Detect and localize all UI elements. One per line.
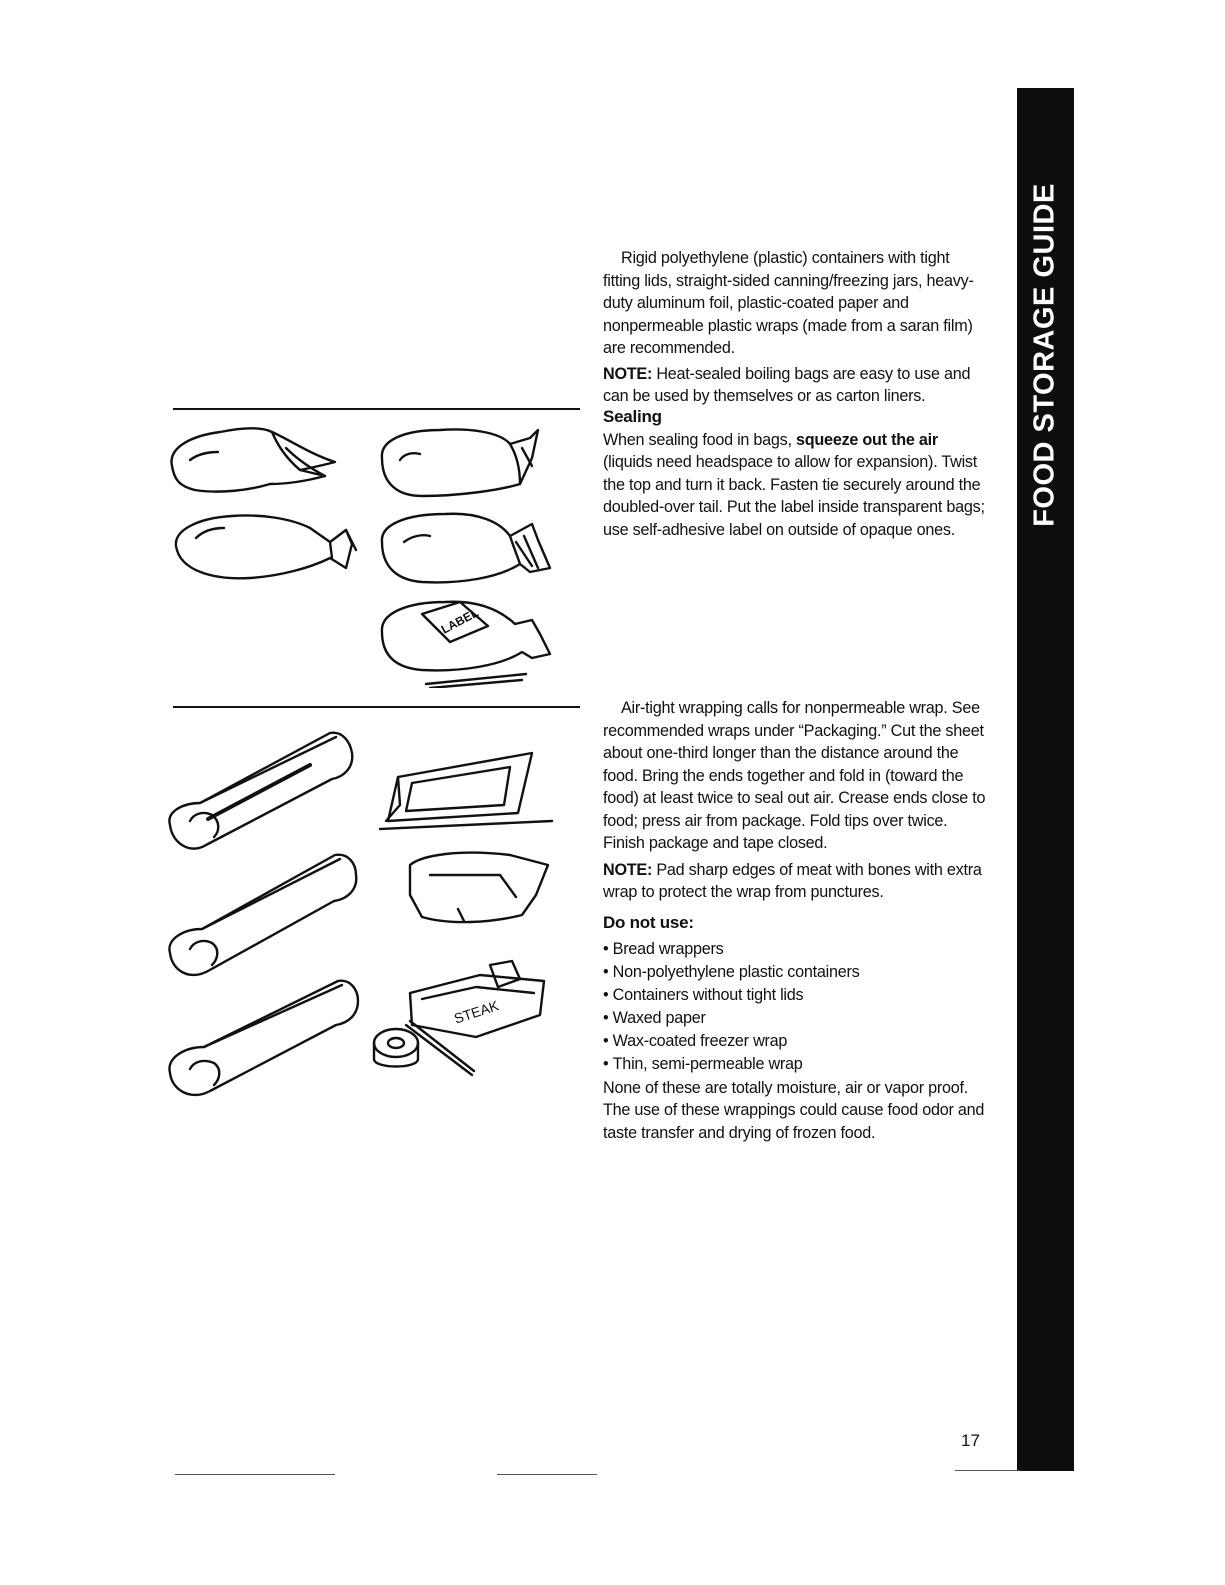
sealing-text-bold: squeeze out the air	[796, 430, 938, 449]
scan-artifact-line	[497, 1474, 597, 1475]
do-not-use-closing: None of these are totally moisture, air or vapor proof. The use of these wrappings could cause food odor and taste transfer and drying of frozen food.	[603, 1078, 985, 1142]
bag-label-text: LABEL	[438, 605, 481, 637]
divider-top	[173, 408, 580, 410]
scan-artifact-line	[955, 1470, 1020, 1471]
note-label: NOTE:	[603, 860, 653, 879]
packaging-note	[603, 363, 988, 408]
divider-middle	[173, 706, 580, 708]
do-not-use-list	[603, 938, 988, 1076]
sealing-section	[603, 406, 988, 541]
wrapping-illustration	[160, 725, 560, 1115]
sealing-heading: Sealing	[603, 407, 662, 426]
list-item: • Thin, semi-permeable wrap	[603, 1053, 988, 1076]
sealing-text-before: When sealing food in bags,	[603, 430, 797, 449]
packaging-section	[603, 247, 988, 408]
wrapping-paragraph: Air-tight wrapping calls for nonpermeable wrap. See recommended wraps under “Packaging.” Cut the sheet about one-third longer than the distance around the food. Bring the ends together and fold in (toward the food) at least twice to seal out air. Crease ends close to food; press air from package. Fold tips over twice. Finish package and tape closed.	[603, 699, 986, 852]
wrapping-note	[603, 859, 988, 904]
note-text: Pad sharp edges of meat with bones with extra wrap to protect the wrap from punctures.	[603, 860, 982, 901]
scan-artifact-line	[175, 1474, 335, 1475]
list-item: • Bread wrappers	[603, 938, 988, 961]
wrapping-section	[603, 697, 988, 1144]
page-number: 17	[961, 1431, 980, 1450]
list-item: • Non-polyethylene plastic containers	[603, 961, 988, 984]
note-label: NOTE:	[603, 364, 653, 383]
do-not-use-heading: Do not use:	[603, 912, 694, 932]
sealing-text-after: (liquids need headspace to allow for expansion). Twist the top and turn it back. Fasten tie securely around the doubled-over tail. Put the label inside transparent bags; use self-adhesive label on outside of opaque ones.	[603, 453, 985, 539]
sealing-paragraph	[603, 429, 988, 542]
package-label-text: STEAK	[452, 997, 501, 1027]
packaging-paragraph: Rigid polyethylene (plastic) containers with tight fitting lids, straight-sided canning/freezing jars, heavy-duty aluminum foil, plastic-coated paper and nonpermeable plastic wraps (made from a saran film) are recommended.	[603, 249, 974, 357]
note-text: Heat-sealed boiling bags are easy to use and can be used by themselves or as carton liners.	[603, 364, 971, 405]
side-tab-label: FOOD STORAGE GUIDE	[1028, 183, 1061, 527]
list-item: • Containers without tight lids	[603, 984, 988, 1007]
bag-sealing-illustration	[160, 418, 570, 688]
list-item: • Waxed paper	[603, 1007, 988, 1030]
list-item: • Wax-coated freezer wrap	[603, 1030, 988, 1053]
